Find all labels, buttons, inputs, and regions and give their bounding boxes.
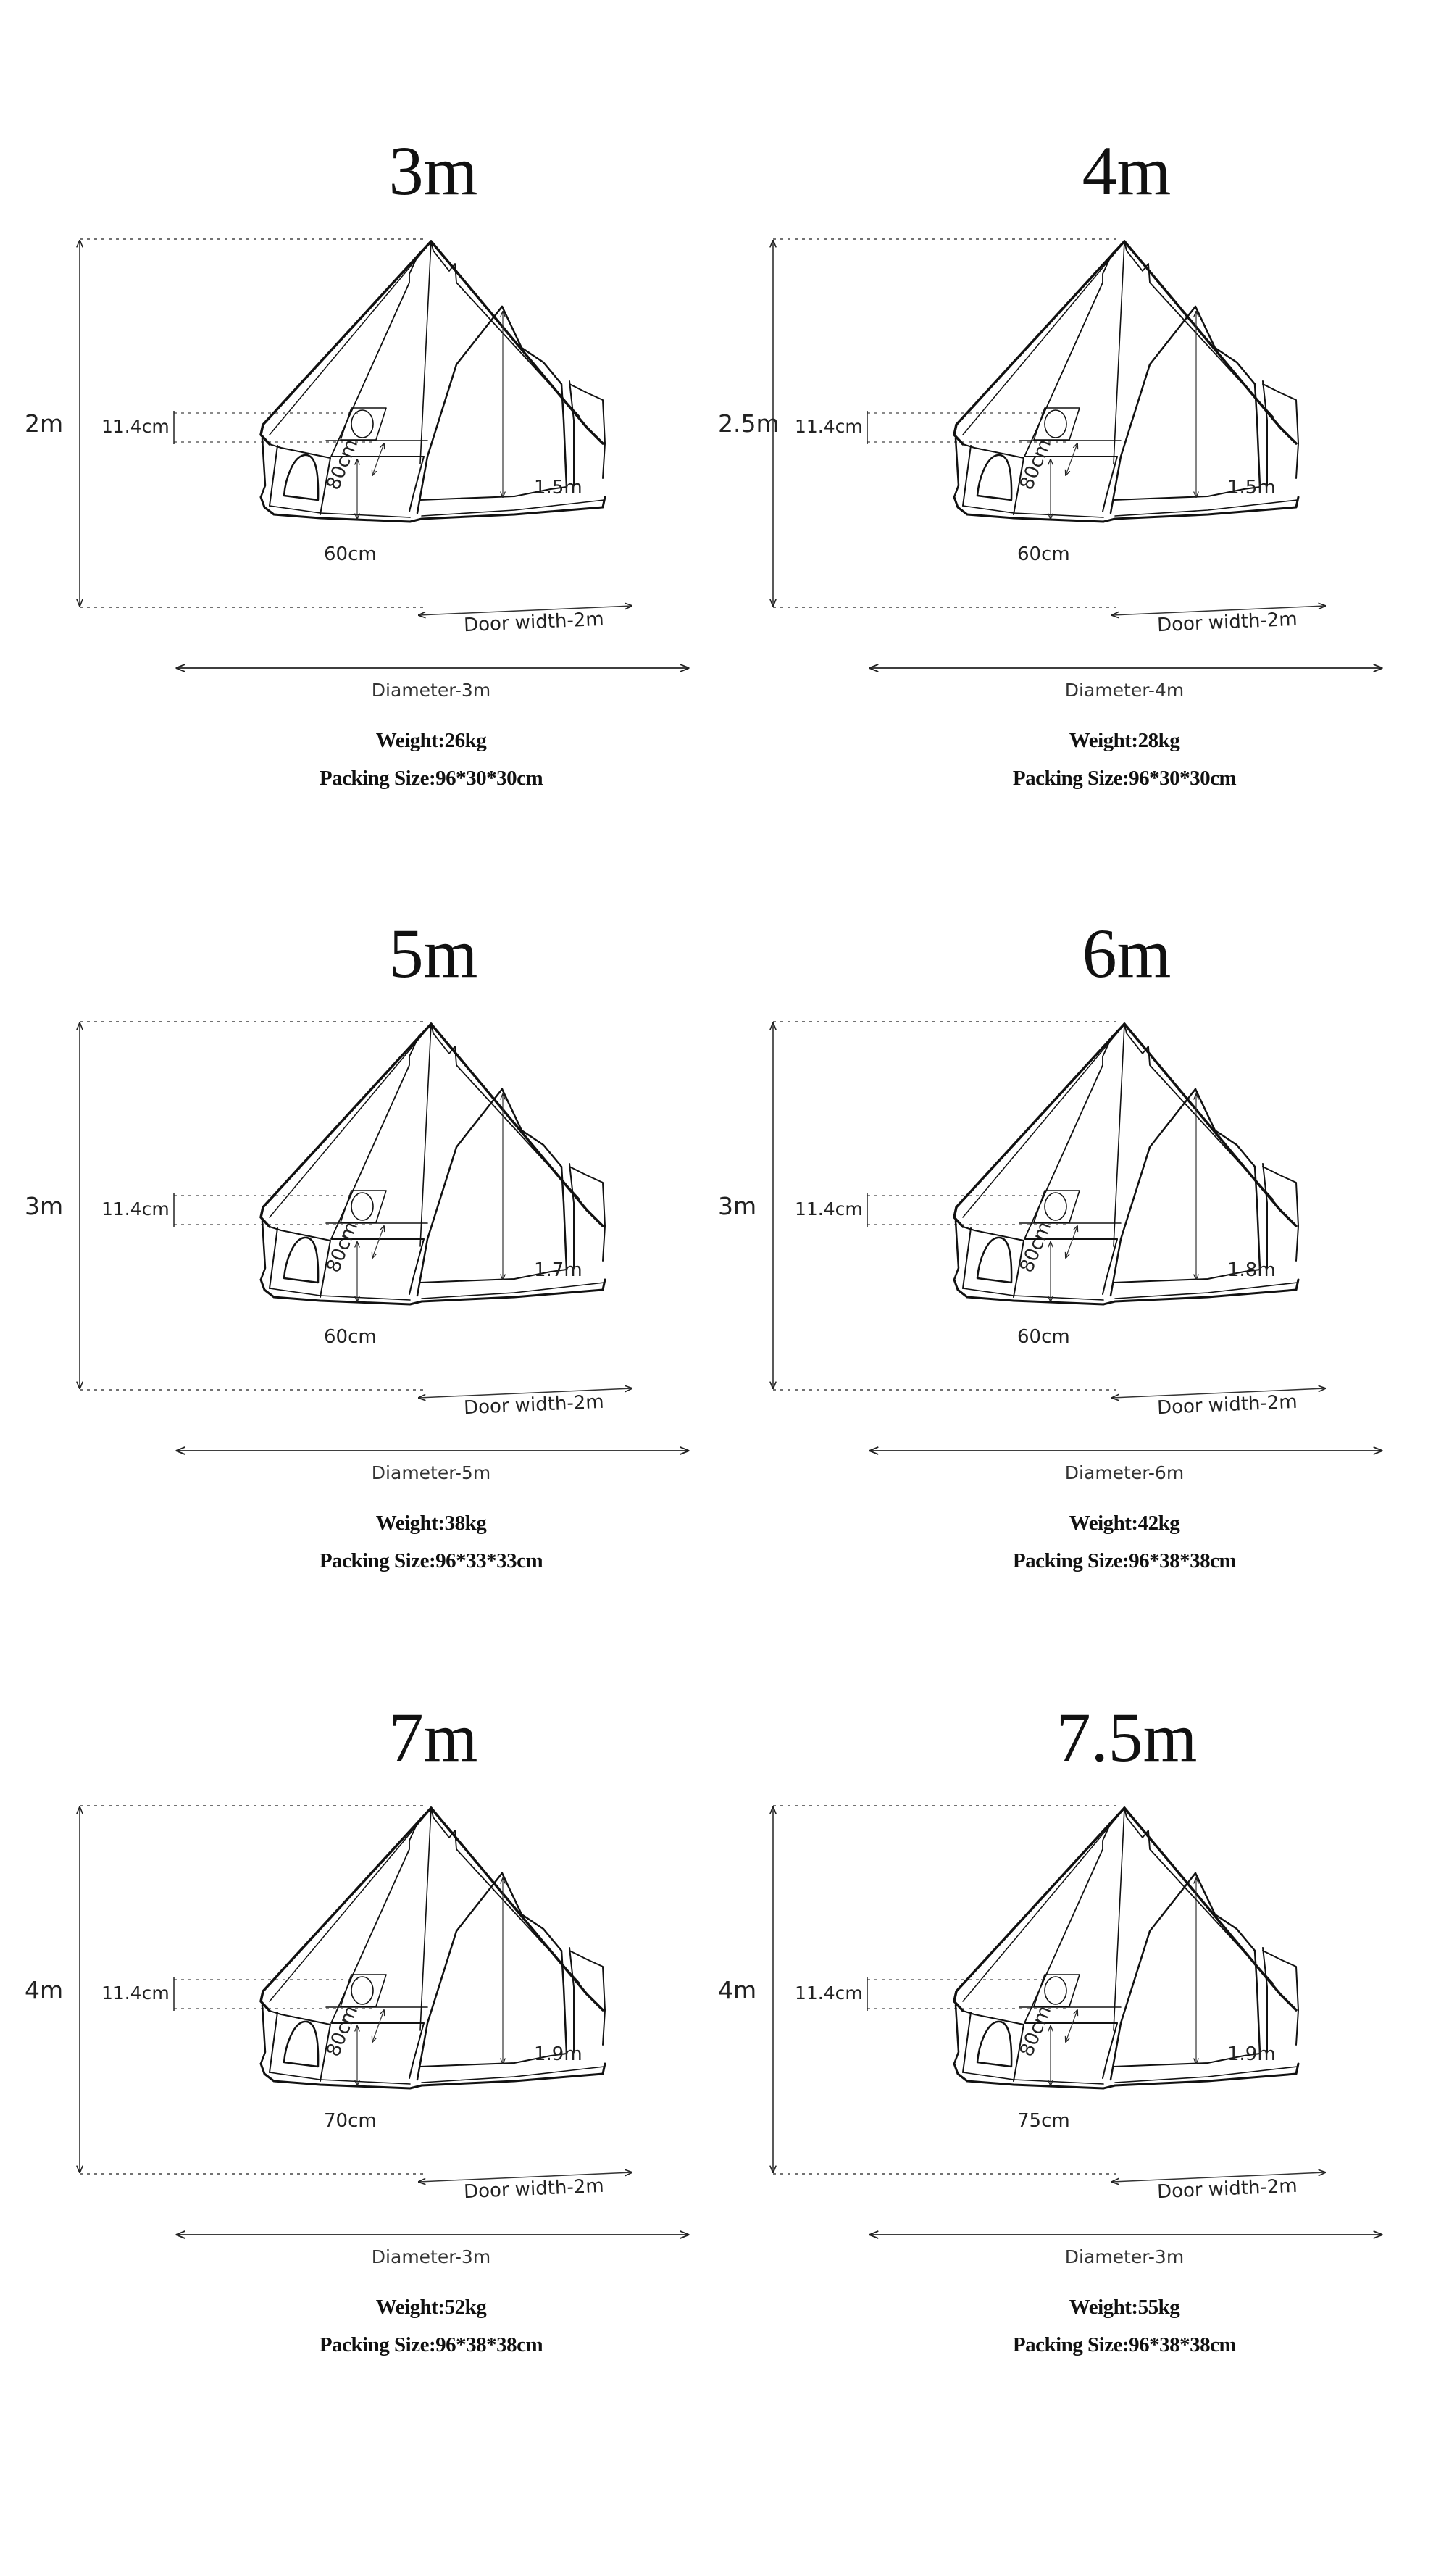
side-panel-slant-label: 80cm — [322, 2002, 363, 2060]
diameter-label: Diameter-4m — [1064, 680, 1185, 701]
diameter-label: Diameter-3m — [1064, 2246, 1185, 2267]
tent-height-label: 4m — [718, 1976, 757, 2004]
door-height-label: 1.7m — [534, 1259, 582, 1281]
packing-size-label: Packing Size:96*33*33cm — [319, 1549, 543, 1572]
weight-label: Weight:26kg — [375, 729, 487, 752]
stove-jack-height-label: 11.4cm — [795, 1983, 863, 2004]
door-width-label: Door width-2m — [1156, 1391, 1298, 1420]
tent-panel — [0, 1567, 710, 2356]
packing-size-label: Packing Size:96*38*38cm — [1012, 2333, 1237, 2356]
weight-label: Weight:38kg — [375, 1512, 487, 1535]
packing-size-label: Packing Size:96*38*38cm — [1012, 1549, 1237, 1572]
tent-height-label: 2.5m — [718, 409, 780, 438]
weight-label: Weight:42kg — [1069, 1512, 1180, 1535]
tent-height-label: 4m — [25, 1976, 64, 2004]
door-height-label: 1.5m — [1227, 477, 1276, 499]
packing-size-label: Packing Size:96*30*30cm — [1012, 767, 1237, 790]
tent-panel — [693, 0, 1403, 790]
tent-height-label: 3m — [718, 1192, 757, 1220]
weight-label: Weight:55kg — [1069, 2296, 1180, 2319]
packing-size-label: Packing Size:96*30*30cm — [319, 767, 543, 790]
tent-height-label: 3m — [25, 1192, 64, 1220]
door-height-label: 1.5m — [534, 477, 582, 499]
door-height-label: 1.8m — [1227, 1259, 1276, 1281]
weight-label: Weight:52kg — [375, 2296, 487, 2319]
door-height-label: 1.9m — [534, 2043, 582, 2065]
tent-diagram — [693, 0, 1403, 768]
side-panel-slant-label: 80cm — [1016, 435, 1056, 493]
diameter-label: Diameter-3m — [371, 680, 491, 701]
door-width-label: Door width-2m — [463, 1391, 605, 1420]
packing-size-label: Packing Size:96*38*38cm — [319, 2333, 543, 2356]
wall-height-label: 60cm — [324, 543, 377, 565]
tent-panel — [693, 1567, 1403, 2356]
tent-height-label: 2m — [25, 409, 64, 438]
tent-size-title: 4m — [1082, 132, 1172, 209]
diameter-label: Diameter-3m — [371, 2246, 491, 2267]
door-width-label: Door width-2m — [463, 608, 605, 637]
stove-jack-height-label: 11.4cm — [101, 1199, 170, 1220]
tent-diagram — [0, 783, 710, 1551]
tent-diagram — [0, 1567, 710, 2335]
wall-height-label: 60cm — [1017, 1326, 1070, 1348]
door-width-label: Door width-2m — [1156, 2175, 1298, 2204]
side-panel-slant-label: 80cm — [322, 1218, 363, 1276]
side-panel-slant-label: 80cm — [1016, 1218, 1056, 1276]
door-height-label: 1.9m — [1227, 2043, 1276, 2065]
tent-size-title: 5m — [388, 914, 478, 992]
side-panel-slant-label: 80cm — [322, 435, 363, 493]
side-panel-slant-label: 80cm — [1016, 2002, 1056, 2060]
tent-panel — [0, 0, 710, 790]
stove-jack-height-label: 11.4cm — [101, 1983, 170, 2004]
tent-size-title: 7m — [388, 1698, 478, 1776]
stove-jack-height-label: 11.4cm — [795, 416, 863, 437]
tent-panel — [693, 783, 1403, 1572]
wall-height-label: 60cm — [324, 1326, 377, 1348]
diameter-label: Diameter-6m — [1064, 1462, 1185, 1483]
wall-height-label: 60cm — [1017, 543, 1070, 565]
door-width-label: Door width-2m — [463, 2175, 605, 2204]
stove-jack-height-label: 11.4cm — [101, 416, 170, 437]
weight-label: Weight:28kg — [1069, 729, 1180, 752]
tent-diagram — [693, 783, 1403, 1551]
tent-size-title: 6m — [1082, 914, 1172, 992]
wall-height-label: 70cm — [324, 2110, 377, 2132]
tent-panel — [0, 783, 710, 1572]
wall-height-label: 75cm — [1017, 2110, 1070, 2132]
tent-size-title: 7.5m — [1056, 1698, 1198, 1776]
diameter-label: Diameter-5m — [371, 1462, 491, 1483]
stove-jack-height-label: 11.4cm — [795, 1199, 863, 1220]
tent-diagram — [0, 0, 710, 768]
tent-size-title: 3m — [388, 132, 478, 209]
door-width-label: Door width-2m — [1156, 608, 1298, 637]
tent-diagram — [693, 1567, 1403, 2335]
